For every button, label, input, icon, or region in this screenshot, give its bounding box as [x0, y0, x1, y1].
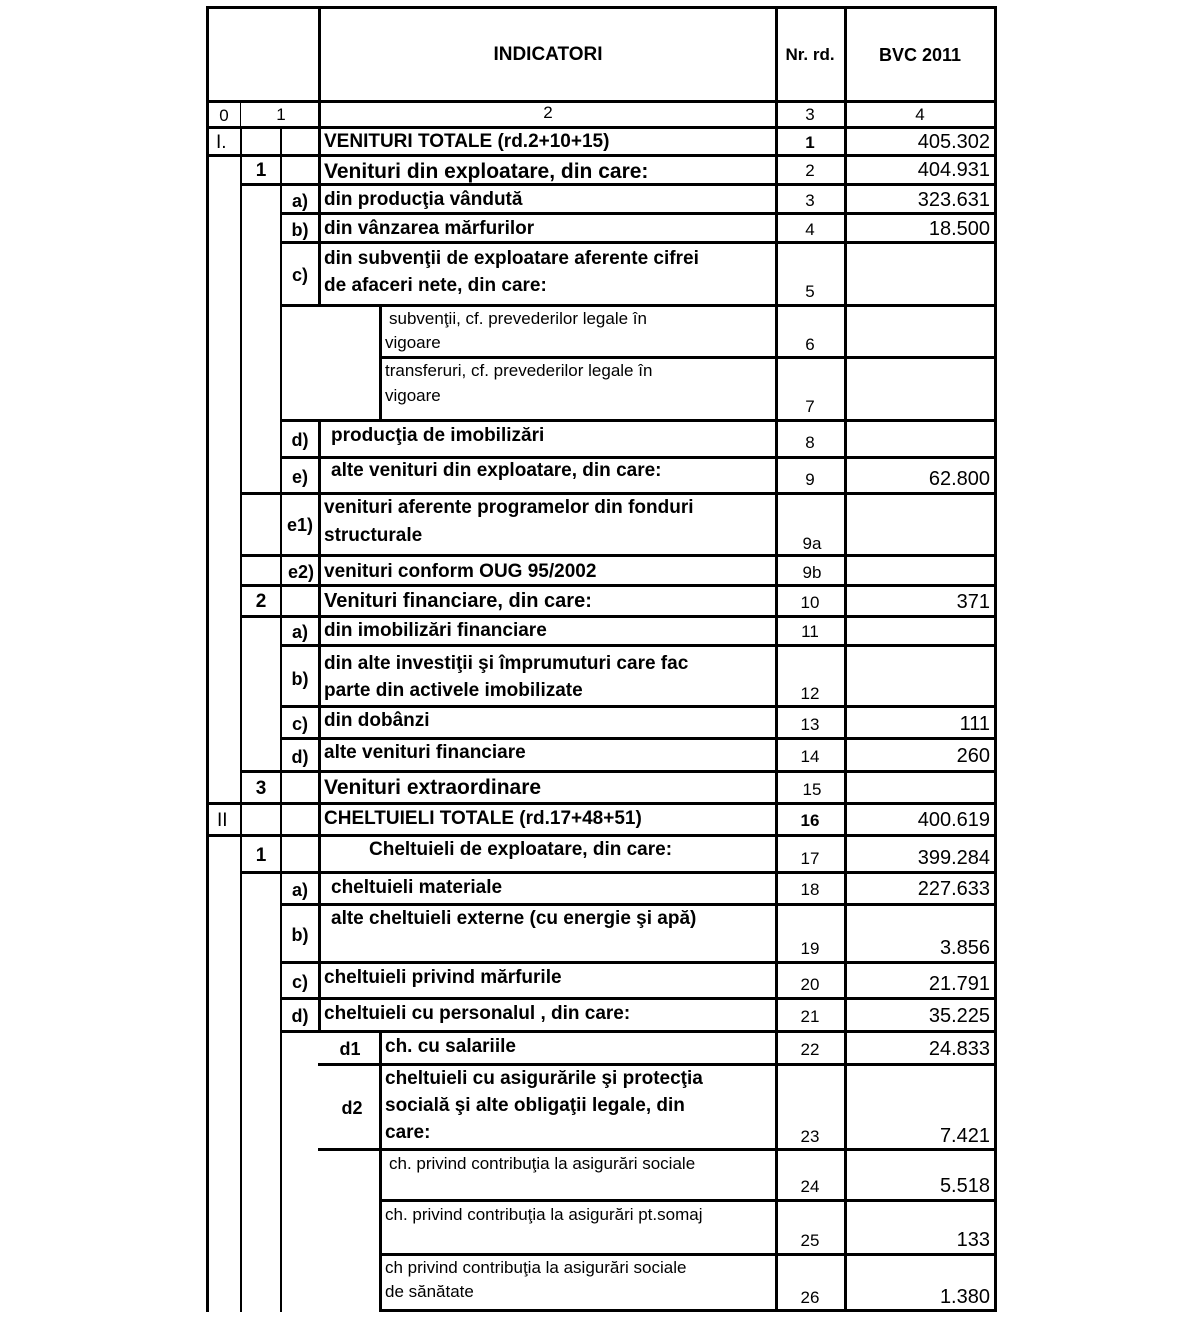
row-letter: a): [291, 622, 309, 642]
row-number: 7: [805, 397, 815, 416]
row-divider: [280, 304, 997, 307]
header-indicatori: INDICATORI: [493, 44, 603, 65]
row-divider: [280, 419, 997, 422]
row-letter: b): [291, 220, 309, 240]
row-indicator: ch privind contribuţia la asigurări sociale: [385, 1258, 687, 1277]
row-letter: d): [291, 747, 309, 767]
row-value: 1.380: [939, 1286, 990, 1308]
row-value: 21.791: [928, 973, 990, 995]
row-letter: d): [291, 430, 309, 450]
column-divider: [379, 306, 382, 419]
row-value: 323.631: [917, 189, 990, 211]
row-value: 405.302: [917, 131, 990, 153]
row-divider: [206, 834, 997, 837]
row-number: 21: [800, 1007, 820, 1026]
row-divider: [206, 154, 997, 157]
row-divider: [240, 584, 997, 587]
row-letter: c): [291, 714, 309, 734]
row-section-number: 1: [255, 160, 267, 181]
row-number: 22: [800, 1040, 820, 1059]
row-number: 19: [800, 939, 820, 958]
row-value: 400.619: [917, 809, 990, 831]
row-value: 3.856: [939, 937, 990, 959]
row-divider: [280, 737, 997, 740]
row-divider: [280, 997, 997, 1000]
row-indicator: CHELTUIELI TOTALE (rd.17+48+51): [324, 808, 642, 829]
header-bvc: BVC 2011: [878, 45, 962, 65]
row-value: 111: [959, 713, 990, 735]
row-divider: [280, 705, 997, 708]
row-number: 17: [800, 849, 820, 868]
row-value: 35.225: [928, 1005, 990, 1027]
row-number: 23: [800, 1127, 820, 1146]
row-number: 1: [805, 133, 815, 152]
header-nr-rd: Nr. rd.: [785, 45, 835, 64]
row-divider: [240, 770, 997, 773]
row-indicator: din subvenţii de exploatare aferente cifrei: [324, 248, 699, 269]
row-divider: [379, 1199, 997, 1202]
row-indicator-line2: structurale: [324, 525, 423, 546]
column-divider: [775, 6, 778, 1312]
column-divider: [379, 1032, 382, 1312]
row-indicator: alte cheltuieli externe (cu energie şi apă): [331, 908, 697, 929]
row-divider: [379, 1309, 997, 1312]
row-indicator-line2: parte din activele imobilizate: [324, 680, 583, 701]
row-indicator: venituri aferente programelor din fonduri: [324, 497, 694, 518]
row-number: 11: [801, 622, 819, 641]
row-indicator: alte venituri din exploatare, din care:: [331, 460, 662, 481]
row-divider: [240, 554, 997, 557]
row-divider: [318, 1148, 997, 1151]
row-indicator: alte venituri financiare: [324, 742, 526, 763]
row-value: 7.421: [939, 1125, 990, 1147]
table-border-top: [206, 6, 997, 9]
row-divider: [240, 871, 997, 874]
col-number-4: 4: [915, 105, 925, 124]
row-value: 62.800: [928, 468, 990, 490]
column-divider: [240, 128, 242, 1312]
row-number: 3: [805, 191, 815, 210]
column-divider: [318, 6, 321, 128]
row-indicator: Venituri financiare, din care:: [324, 590, 592, 612]
row-value: 18.500: [928, 218, 990, 240]
row-indicator-line2: de afaceri nete, din care:: [324, 275, 547, 296]
row-indicator: din alte investiţii şi împrumuturi care fac: [324, 653, 689, 674]
row-number: 6: [805, 335, 815, 354]
row-number: 15: [802, 780, 822, 799]
row-letter: d): [291, 1006, 309, 1026]
col-number-3: 3: [805, 105, 815, 124]
row-value: 133: [956, 1229, 990, 1251]
col-number-2: 2: [543, 103, 553, 122]
table-border-right: [994, 6, 997, 1312]
row-indicator: cheltuieli cu asigurările şi protecţia: [385, 1068, 703, 1089]
row-indicator: Cheltuieli de exploatare, din care:: [369, 839, 673, 860]
row-divider: [280, 961, 997, 964]
row-indicator: ch. cu salariile: [385, 1036, 516, 1057]
row-number: 14: [800, 747, 820, 766]
row-number: 9a: [802, 534, 822, 553]
col-number-0: 0: [219, 106, 229, 125]
row-divider: [379, 356, 997, 359]
row-divider: [206, 802, 997, 805]
row-indicator: din producţia vândută: [324, 189, 523, 210]
row-divider: [240, 615, 997, 618]
row-number: 9: [805, 470, 815, 489]
row-indicator-line2: vigoare: [385, 333, 441, 352]
row-number: 2: [805, 161, 815, 180]
row-letter: e2): [287, 562, 315, 582]
row-number: 9b: [802, 563, 822, 582]
row-section-number: 2: [255, 591, 267, 612]
row-letter: c): [291, 265, 309, 285]
column-divider: [318, 419, 321, 1033]
col-number-1: 1: [276, 105, 286, 124]
row-number: 5: [805, 282, 815, 301]
row-divider: [280, 1030, 997, 1033]
row-number: 12: [800, 684, 820, 703]
row-indicator-line2: socială şi alte obligaţii legale, din: [385, 1095, 685, 1116]
row-letter: b): [291, 925, 309, 945]
row-number: 4: [805, 220, 815, 239]
row-indicator: ch. privind contribuţia la asigurări sociale: [389, 1154, 696, 1173]
row-indicator: transferuri, cf. prevederilor legale în: [385, 361, 653, 380]
row-number: 25: [800, 1231, 820, 1250]
row-divider: [206, 100, 997, 103]
row-number: 18: [800, 880, 820, 899]
row-letter: e): [291, 467, 309, 487]
row-subletter: d2: [341, 1098, 363, 1118]
row-divider: [240, 492, 997, 495]
row-value: 399.284: [917, 847, 990, 869]
row-indicator: ch. privind contribuţia la asigurări pt.somaj: [385, 1205, 703, 1224]
row-divider: [280, 241, 997, 244]
row-indicator: din vânzarea mărfurilor: [324, 218, 535, 239]
row-divider: [280, 456, 997, 459]
row-value: 371: [956, 591, 990, 613]
row-letter: a): [291, 191, 309, 211]
row-section-number: 3: [255, 778, 267, 799]
row-letter: b): [291, 669, 309, 689]
row-number: 20: [800, 975, 820, 994]
row-number: 24: [800, 1177, 820, 1196]
row-letter: a): [291, 880, 309, 900]
row-indicator: Venituri din exploatare, din care:: [324, 160, 649, 183]
row-divider: [318, 1063, 997, 1066]
row-letter: e1): [286, 515, 314, 535]
row-divider: [240, 183, 997, 186]
row-roman-label: II: [217, 810, 228, 831]
row-value: 404.931: [917, 159, 990, 181]
row-indicator: VENITURI TOTALE (rd.2+10+15): [324, 131, 610, 152]
row-divider: [280, 212, 997, 215]
row-letter: c): [291, 972, 309, 992]
row-indicator-line2: vigoare: [385, 386, 441, 405]
row-indicator: producţia de imobilizări: [331, 425, 545, 446]
column-divider: [844, 6, 847, 1312]
row-number: 10: [800, 593, 820, 612]
row-divider: [206, 126, 997, 129]
table-border-left: [206, 6, 209, 1312]
row-section-number: 1: [255, 845, 267, 866]
row-value: 24.833: [928, 1038, 990, 1060]
row-divider: [379, 1253, 997, 1256]
row-indicator: venituri conform OUG 95/2002: [324, 561, 597, 582]
row-divider: [280, 903, 997, 906]
row-indicator: din imobilizări financiare: [324, 620, 547, 641]
row-indicator-line3: care:: [385, 1122, 431, 1143]
column-divider: [240, 102, 241, 128]
row-value: 5.518: [939, 1175, 990, 1197]
row-number: 13: [800, 715, 820, 734]
row-divider: [280, 644, 997, 647]
row-value: 260: [956, 745, 990, 767]
row-subletter: d1: [339, 1039, 361, 1059]
row-number: 16: [800, 811, 820, 830]
row-indicator: subvenţii, cf. prevederilor legale în: [389, 309, 647, 328]
row-indicator: Venituri extraordinare: [324, 776, 542, 799]
row-roman-label: I.: [216, 132, 227, 153]
row-indicator: cheltuieli cu personalul , din care:: [324, 1003, 631, 1024]
row-number: 26: [800, 1288, 820, 1307]
row-indicator: cheltuieli privind mărfurile: [324, 967, 562, 988]
row-indicator: din dobânzi: [324, 710, 430, 731]
row-value: 227.633: [917, 878, 990, 900]
row-indicator-line2: de sănătate: [385, 1282, 474, 1301]
row-number: 8: [805, 433, 815, 452]
row-indicator: cheltuieli materiale: [331, 877, 503, 898]
